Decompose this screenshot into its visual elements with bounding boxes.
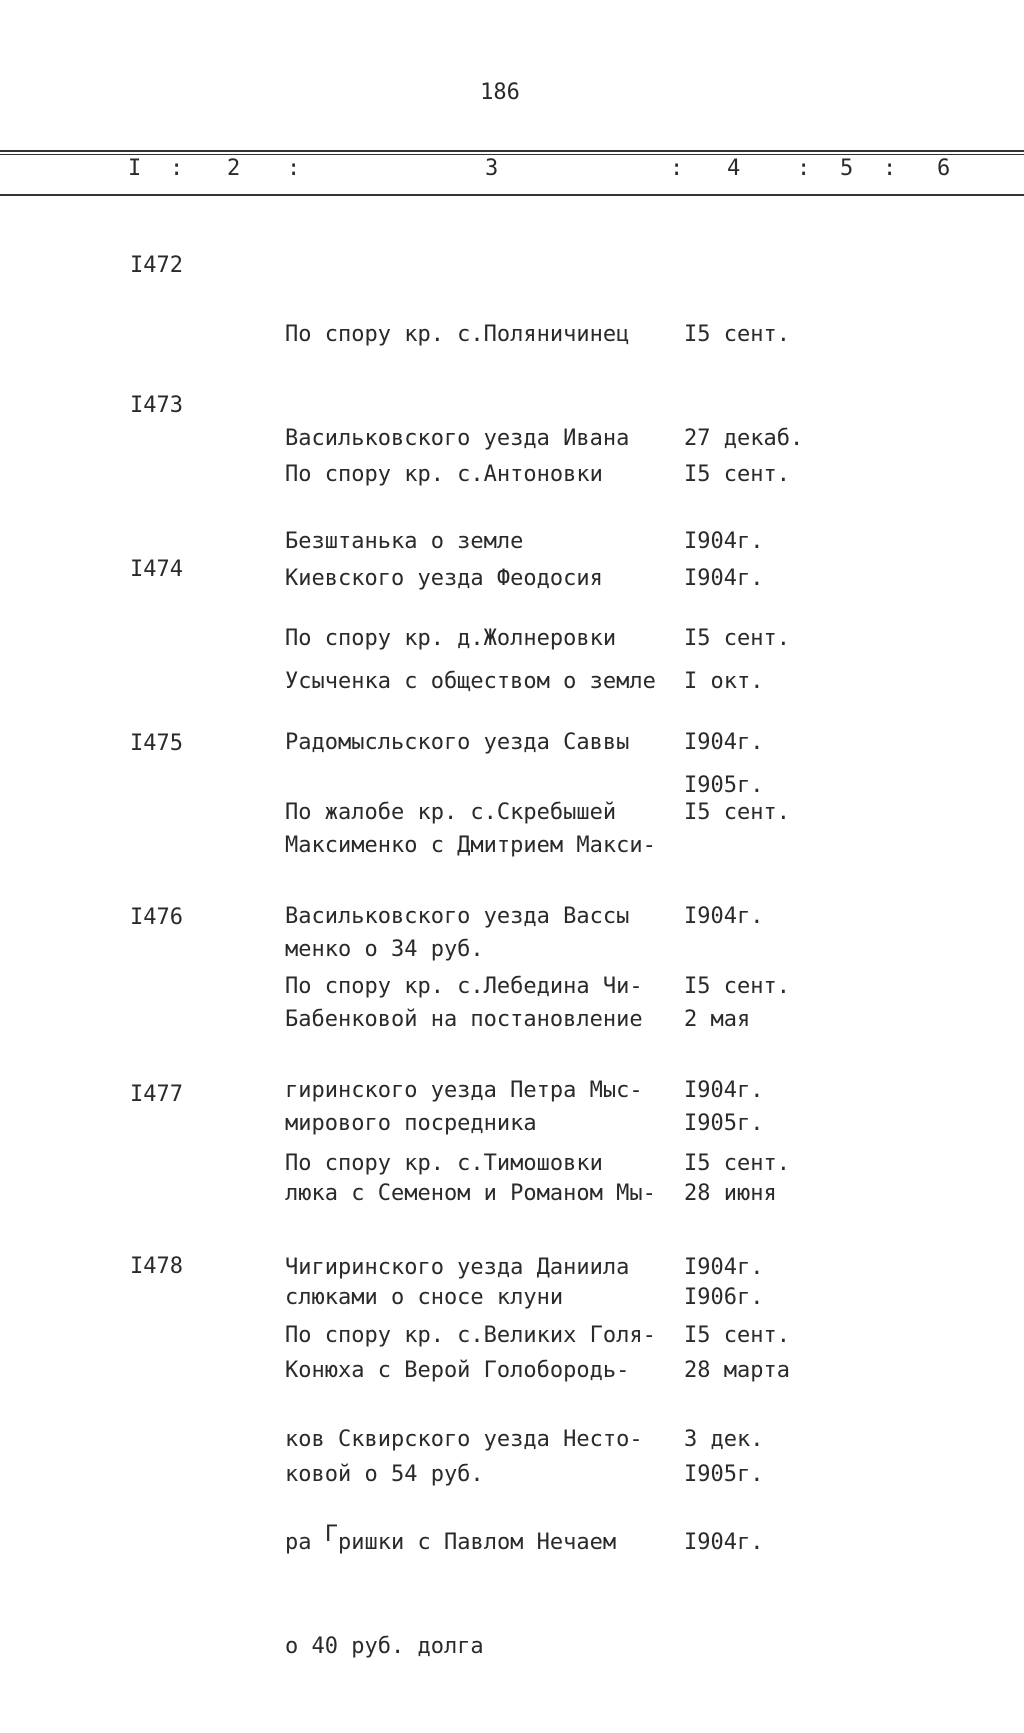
record-description: По спору кр. д.Жолнеровки Радомысльского уезда Саввы Максименко с Дмитрием Макси- менко о 34 руб. (285, 626, 656, 962)
record-number: I478 (130, 1254, 183, 1279)
record-description: По спору кр. с.Поляничинец Васильковского уезда Ивана Безштанька о земле (285, 322, 630, 554)
record-dates: I5 сент. I904г. I окт. I905г. (684, 462, 790, 798)
record-number: I473 (130, 393, 183, 418)
record-number: I475 (130, 731, 183, 756)
header-rule-top-thin (0, 154, 1024, 155)
column-separator: : (797, 156, 811, 181)
record-description: По жалобе кр. с.Скребышей Васильковского уезда Вассы Бабенковой на постановление мирового посредника (285, 800, 643, 1136)
column-separator: : (883, 156, 897, 181)
record-dates: I5 сент. I904г. 2 мая I905г. (684, 800, 790, 1136)
record-dates: I5 сент. I904г. 28 марта I905г. (684, 1151, 790, 1487)
column-separator: : (170, 156, 184, 181)
column-header-6: 6 (937, 156, 951, 181)
column-header-3: 3 (485, 156, 499, 181)
header-rule-bottom (0, 194, 1024, 196)
column-separator: : (287, 156, 301, 181)
column-header-4: 4 (727, 156, 741, 181)
page-number: 186 (480, 80, 520, 105)
record-description: По спору кр. с.Великих Голя- ков Сквирского уезда Несто- ра Гришки с Павлом Нечаем о 40 руб. долга (285, 1323, 656, 1659)
column-header-1: I (128, 156, 142, 181)
record-number: I474 (130, 557, 183, 582)
record-dates: I5 сент. 3 дек. I904г. (684, 1323, 790, 1555)
column-separator: : (670, 156, 684, 181)
record-number: I476 (130, 905, 183, 930)
record-dates: I5 сент. I904г. (684, 626, 790, 755)
record-description: По спору кр. с.Лебедина Чи- гиринского уезда Петра Мыс- люка с Семеном и Романом Мы- слюками о сносе клуни (285, 974, 656, 1310)
record-number: I472 (130, 253, 183, 278)
record-description: По спору кр. с.Антоновки Киевского уезда Феодосия Усыченка с обществом о земле (285, 462, 656, 694)
record-dates: I5 сент. I904г. 28 июня I906г. (684, 974, 790, 1310)
record-description: По спору кр. с.Тимошовки Чигиринского уезда Даниила Конюха с Верой Голобородь- ковой о 54 руб. (285, 1151, 630, 1487)
record-dates: I5 сент. 27 декаб. I904г. (684, 322, 804, 554)
header-rule-top (0, 150, 1024, 152)
column-header-5: 5 (840, 156, 854, 181)
column-header-2: 2 (227, 156, 241, 181)
record-number: I477 (130, 1082, 183, 1107)
